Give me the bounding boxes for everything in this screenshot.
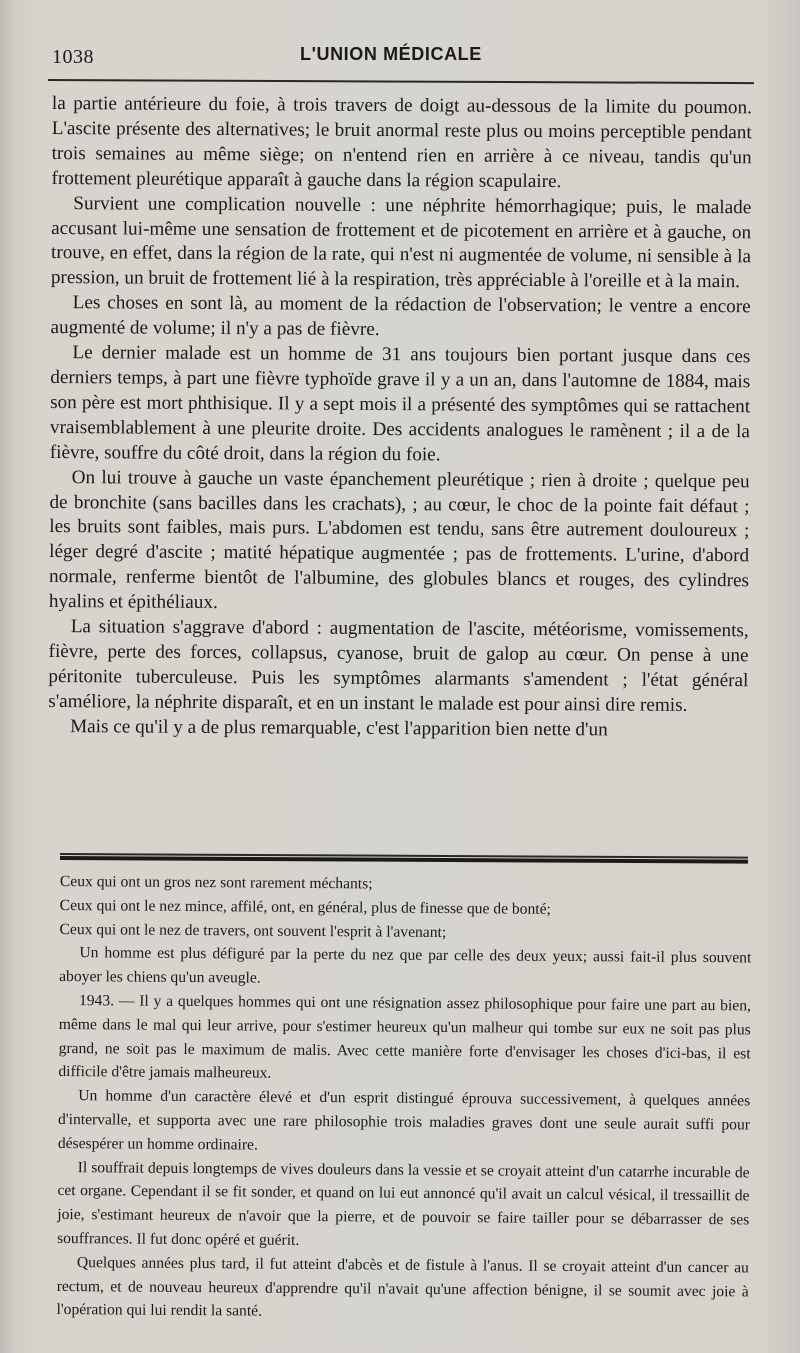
section-divider [60,853,748,864]
paragraph: Mais ce qu'il y a de plus remarquable, c'est l'apparition bien nette d'un [70,715,608,741]
note-paragraph: Quelques années plus tard, il fut atteint d'abcès et de fistule à l'anus. Il se croyait atteint d'un cancer au rectum, et de nouveau heureux d'apprendre qu'il n'avait qu'une affection bénigne, il se soumit avec joie à l'opération qui lui rendit la santé. [56,1253,749,1320]
note-paragraph: 1943. — Il y a quelques hommes qui ont une résignation assez philosophique pour faire une part au bien, même dans le mal qui leur arrive, pour s'estimer heureux qu'un malheur qui tombe sur eux ne soit pas plus grand, ne soit pas le maximum de malis. Avec cette manière forte d'envisager les choses d'ici-bas, il est difficile d'être jamais malheureux. [58,992,752,1083]
main-article-text [48,92,752,744]
paragraph: la partie antérieure du foie, à trois travers de doigt au-dessous de la limite du poumon. L'ascite présente des alternatives; le bruit anormal reste plus ou moins perceptible pendant trois semaines au même siège; on n'entend rien en arrière à ce niveau, tandis qu'un frottement pleurétique apparaît à gauche dans la région scapulaire. [51,92,752,192]
header-rule [48,79,754,84]
note-paragraph: Un homme d'un caractère élevé et d'un esprit distingué éprouva successivement, à quelques années d'intervalle, et supporta avec une rare philosophie trois maladies graves dont une seule aurait suffi pour désespérer un homme ordinaire. [57,1087,751,1154]
note-paragraph: Un homme est plus défiguré par la perte du nez que par celle des deux yeux; aussi fait-il plus souvent aboyer les chiens qu'un aveugle. [59,944,752,987]
paragraph: Les choses en sont là, au moment de la rédaction de l'observation; le ventre a encore augmenté de volume; il n'y a pas de fièvre. [50,292,751,341]
page-header [52,44,752,74]
note-paragraph: Ceux qui ont un gros nez sont rarement méchants; [59,872,373,893]
note-paragraph: Ceux qui ont le nez de travers, ont souvent l'esprit à l'avenant; [59,920,447,941]
paragraph: Le dernier malade est un homme de 31 ans toujours bien portant jusque dans ces derniers temps, à part une fièvre typhoïde grave il y a un an, dans l'automne de 1884, mais son père est mort phthisique. Il y a sept mois il a présenté des symptômes qui se rattachent vraisemblablement à une pleurite droite. Des accidents analogues le ramènent ; il a de la fièvre, souffre du côté droit, dans la région du foie. [49,342,751,466]
paragraph: La situation s'aggrave d'abord : augmentation de l'ascite, météorisme, vomissements, fièvre, perte des forces, collapsus, cyanose, bruit de galop au cœur. On pense à une péritonite tuberculeuse. Puis les symptômes alarmants s'amendent ; l'état général s'améliore, la néphrite disparaît, et en un instant le malade est pour ainsi dire remis. [48,616,749,716]
running-title: L'UNION MÉDICALE [300,44,482,64]
paragraph: Survient une complication nouvelle : une néphrite hémorrhagique; puis, le malade accusant lui-même une sensation de frottement et de picotement en arrière et à gauche, on trouve, en effet, dans la région de la rate, qui n'est ni augmentée de volume, ni sensible à la pression, un bruit de frottement lié à la respiration, très appréciable à l'oreille et à la main. [50,192,752,293]
feuilleton-notes [56,870,752,1328]
note-paragraph: Il souffrait depuis longtemps de vives douleurs dans la vessie et se croyait atteint d'un catarrhe incurable de cet organe. Cependant il se fit sonder, et quand on lui eut annoncé qu'il avait un calcul vésical, il tressaillit de joie, s'estimant heureux de n'avoir que la pierre, et de pouvoir se faire tailler pour se débarrasser de ses souffrances. Il fut donc opéré et guérit. [57,1158,750,1249]
note-paragraph: Ceux qui ont le nez mince, affilé, ont, en général, plus de finesse que de bonté; [59,896,551,918]
page-number: 1038 [52,46,94,68]
paragraph: On lui trouve à gauche un vaste épanchement pleurétique ; rien à droite ; quelque peu de bronchite (sans bacilles dans les crachats), ; au cœur, le choc de la pointe fait défaut ; les bruits sont faibles, mais purs. L'abdomen est tendu, sans être autrement douloureux ; léger degré d'ascite ; matité hépatique augmentée ; pas de frottements. L'urine, d'abord normale, renferme bientôt de l'albumine, des globules blancs et rouges, des cylindres hyalins et épithéliaux. [48,466,750,614]
